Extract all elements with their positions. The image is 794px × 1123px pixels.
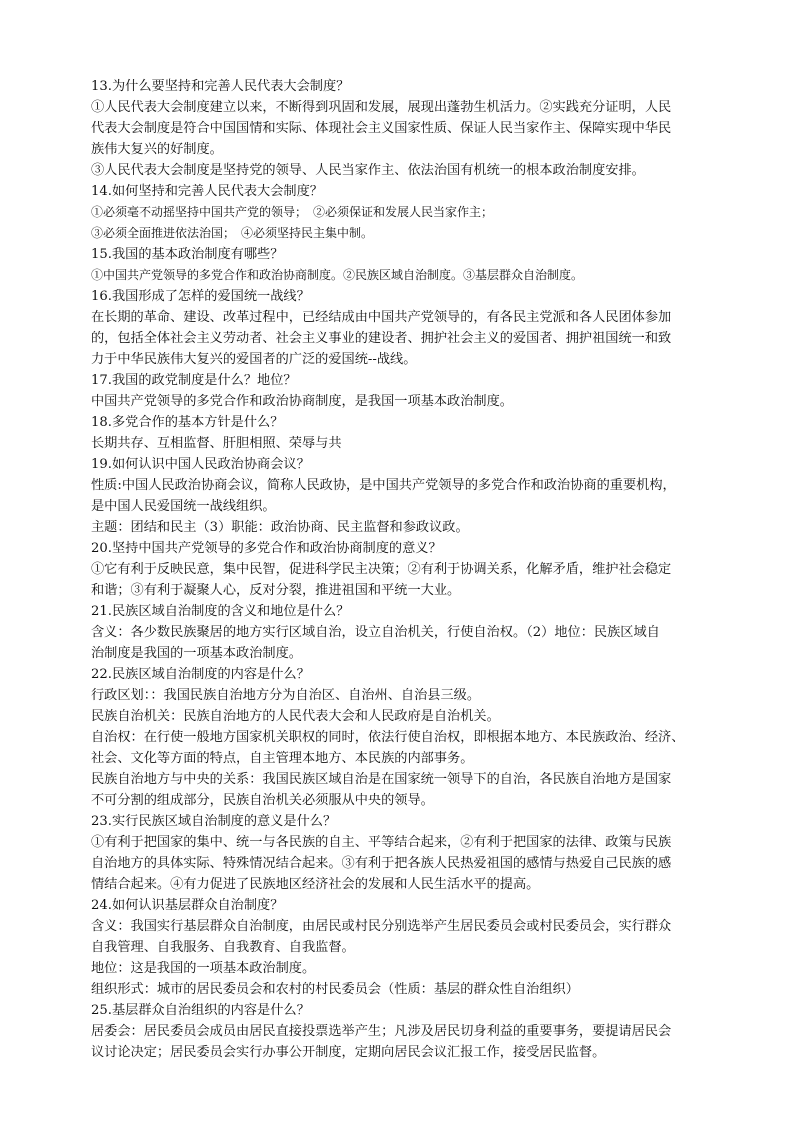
question-17: 17.我国的政党制度是什么？地位？	[91, 373, 297, 388]
answer-line: 自治权：在行使一般地方国家机关职权的同时，依法行使自治权，即根据本地方、本民族政治、经济、	[91, 730, 685, 745]
answer-line: 民族自治地方与中央的关系：我国民族区域自治是在国家统一领导下的自治，各民族自治地方是国家	[91, 772, 672, 787]
question-22: 22.民族区域自治制度的内容是什么？	[91, 667, 310, 682]
question-24: 24.如何认识基层群众自治制度？	[91, 898, 284, 913]
answer-line: 含义：我国实行基层群众自治制度，由居民或村民分别选举产生居民委员会或村民委员会，实行群众	[91, 919, 672, 934]
answer-line: ①人民代表大会制度建立以来，不断得到巩固和发展，展现出蓬勃生机活力。②实践充分证明，人民	[91, 100, 672, 115]
answer-line: 中国共产党领导的多党合作和政治协商制度，是我国一项基本政治制度。	[91, 394, 513, 409]
question-23: 23.实行民族区域自治制度的意义是什么？	[91, 814, 337, 829]
answer-line: 地位：这是我国的一项基本政治制度。	[91, 961, 316, 976]
question-14: 14.如何坚持和完善人民代表大会制度？	[91, 184, 323, 199]
answer-line: ③必须全面推进依法治国； ④必须坚持民主集中制。	[91, 226, 374, 240]
question-13: 13.为什么要坚持和完善人民代表大会制度？	[91, 79, 350, 94]
answer-line: ①必须毫不动摇坚持中国共产党的领导； ②必须保证和发展人民当家作主；	[91, 205, 494, 219]
answer-line: 居委会：居民委员会成员由居民直接投票选举产生；凡涉及居民切身利益的重要事务，要提请居民会	[91, 1024, 672, 1039]
answer-line: 含义：各少数民族聚居的地方实行区域自治，设立自治机关，行使自治权。（2）地位：民族区域自	[91, 625, 660, 640]
answer-line: 力于中华民族伟大复兴的爱国者的广泛的爱国统--战线。	[91, 352, 417, 367]
answer-line: 行政区划：：我国民族自治地方分为自治区、自治州、自治县三级。	[91, 688, 481, 703]
answer-line: ③人民代表大会制度是坚持党的领导、人民当家作主、依法治国有机统一的根本政治制度安排。	[91, 163, 645, 178]
answer-line: ①它有利于反映民意，集中民智，促进科学民主决策；②有利于协调关系，化解矛盾，维护社会稳定	[91, 562, 672, 577]
question-19: 19.如何认识中国人民政治协商会议？	[91, 457, 310, 472]
answer-line: 代表大会制度是符合中国国情和实际、体现社会主义国家性质、保证人民当家作主、保障实现中华民	[91, 121, 672, 136]
question-18: 18.多党合作的基本方针是什么？	[91, 415, 284, 430]
answer-line: 治制度是我国的一项基本政治制度。	[91, 646, 302, 661]
answer-line: 自治地方的具体实际、特殊情况结合起来。③有利于把各族人民热爱祖国的感情与热爱自己民族的感	[91, 856, 672, 871]
answer-line: 是中国人民爱国统一战线组织。	[91, 499, 276, 514]
answer-line: 民族自治机关：民族自治地方的人民代表大会和人民政府是自治机关。	[91, 709, 500, 724]
question-16: 16.我国形成了怎样的爱国统一战线？	[91, 289, 310, 304]
answer-line: ①中国共产党领导的多党合作和政治协商制度。②民族区域自治制度。③基层群众自治制度。	[91, 268, 584, 282]
answer-line: 的，包括全体社会主义劳动者、社会主义事业的建设者、拥护社会主义的爱国者、拥护祖国统一和致	[91, 331, 672, 346]
answer-line: 和谐；③有利于凝聚人心，反对分裂，推进祖国和平统一大业。	[91, 583, 461, 598]
answer-line: 自我管理、自我服务、自我教育、自我监督。	[91, 940, 355, 955]
question-20: 20.坚持中国共产党领导的多党合作和政治协商制度的意义？	[91, 541, 442, 556]
answer-line: 性质:中国人民政治协商会议，简称人民政协，是中国共产党领导的多党合作和政治协商的重要机构，	[91, 478, 676, 493]
answer-line: 社会、文化等方面的特点，自主管理本地方、本民族的内部事务。	[91, 751, 474, 766]
answer-line: 族伟大复兴的好制度。	[91, 142, 223, 157]
answer-line: ①有利于把国家的集中、统一与各民族的自主、平等结合起来，②有利于把国家的法律、政策与民族	[91, 835, 672, 850]
question-15: 15.我国的基本政治制度有哪些？	[91, 247, 284, 262]
answer-line: 议讨论决定；居民委员会实行办事公开制度，定期向居民会议汇报工作，接受居民监督。	[91, 1045, 606, 1060]
answer-line: 组织形式：城市的居民委员会和农村的村民委员会（性质：基层的群众性自治组织）	[91, 982, 579, 997]
document-page	[91, 76, 703, 1063]
answer-line: 在长期的革命、建设、改革过程中，已经结成由中国共产党领导的，有各民主党派和各人民团体参加	[91, 310, 672, 325]
answer-line: 长期共存、互相监督、肝胆相照、荣辱与共	[91, 436, 342, 451]
answer-line: 主题：团结和民主（3）职能：政治协商、民主监督和参政议政。	[91, 520, 469, 535]
question-25: 25.基层群众自治组织的内容是什么？	[91, 1003, 310, 1018]
answer-line: 情结合起来。④有力促进了民族地区经济社会的发展和人民生活水平的提高。	[91, 877, 540, 892]
question-21: 21.民族区域自治制度的含义和地位是什么？	[91, 604, 350, 619]
answer-line: 不可分割的组成部分，民族自治机关必须服从中央的领导。	[91, 793, 434, 808]
